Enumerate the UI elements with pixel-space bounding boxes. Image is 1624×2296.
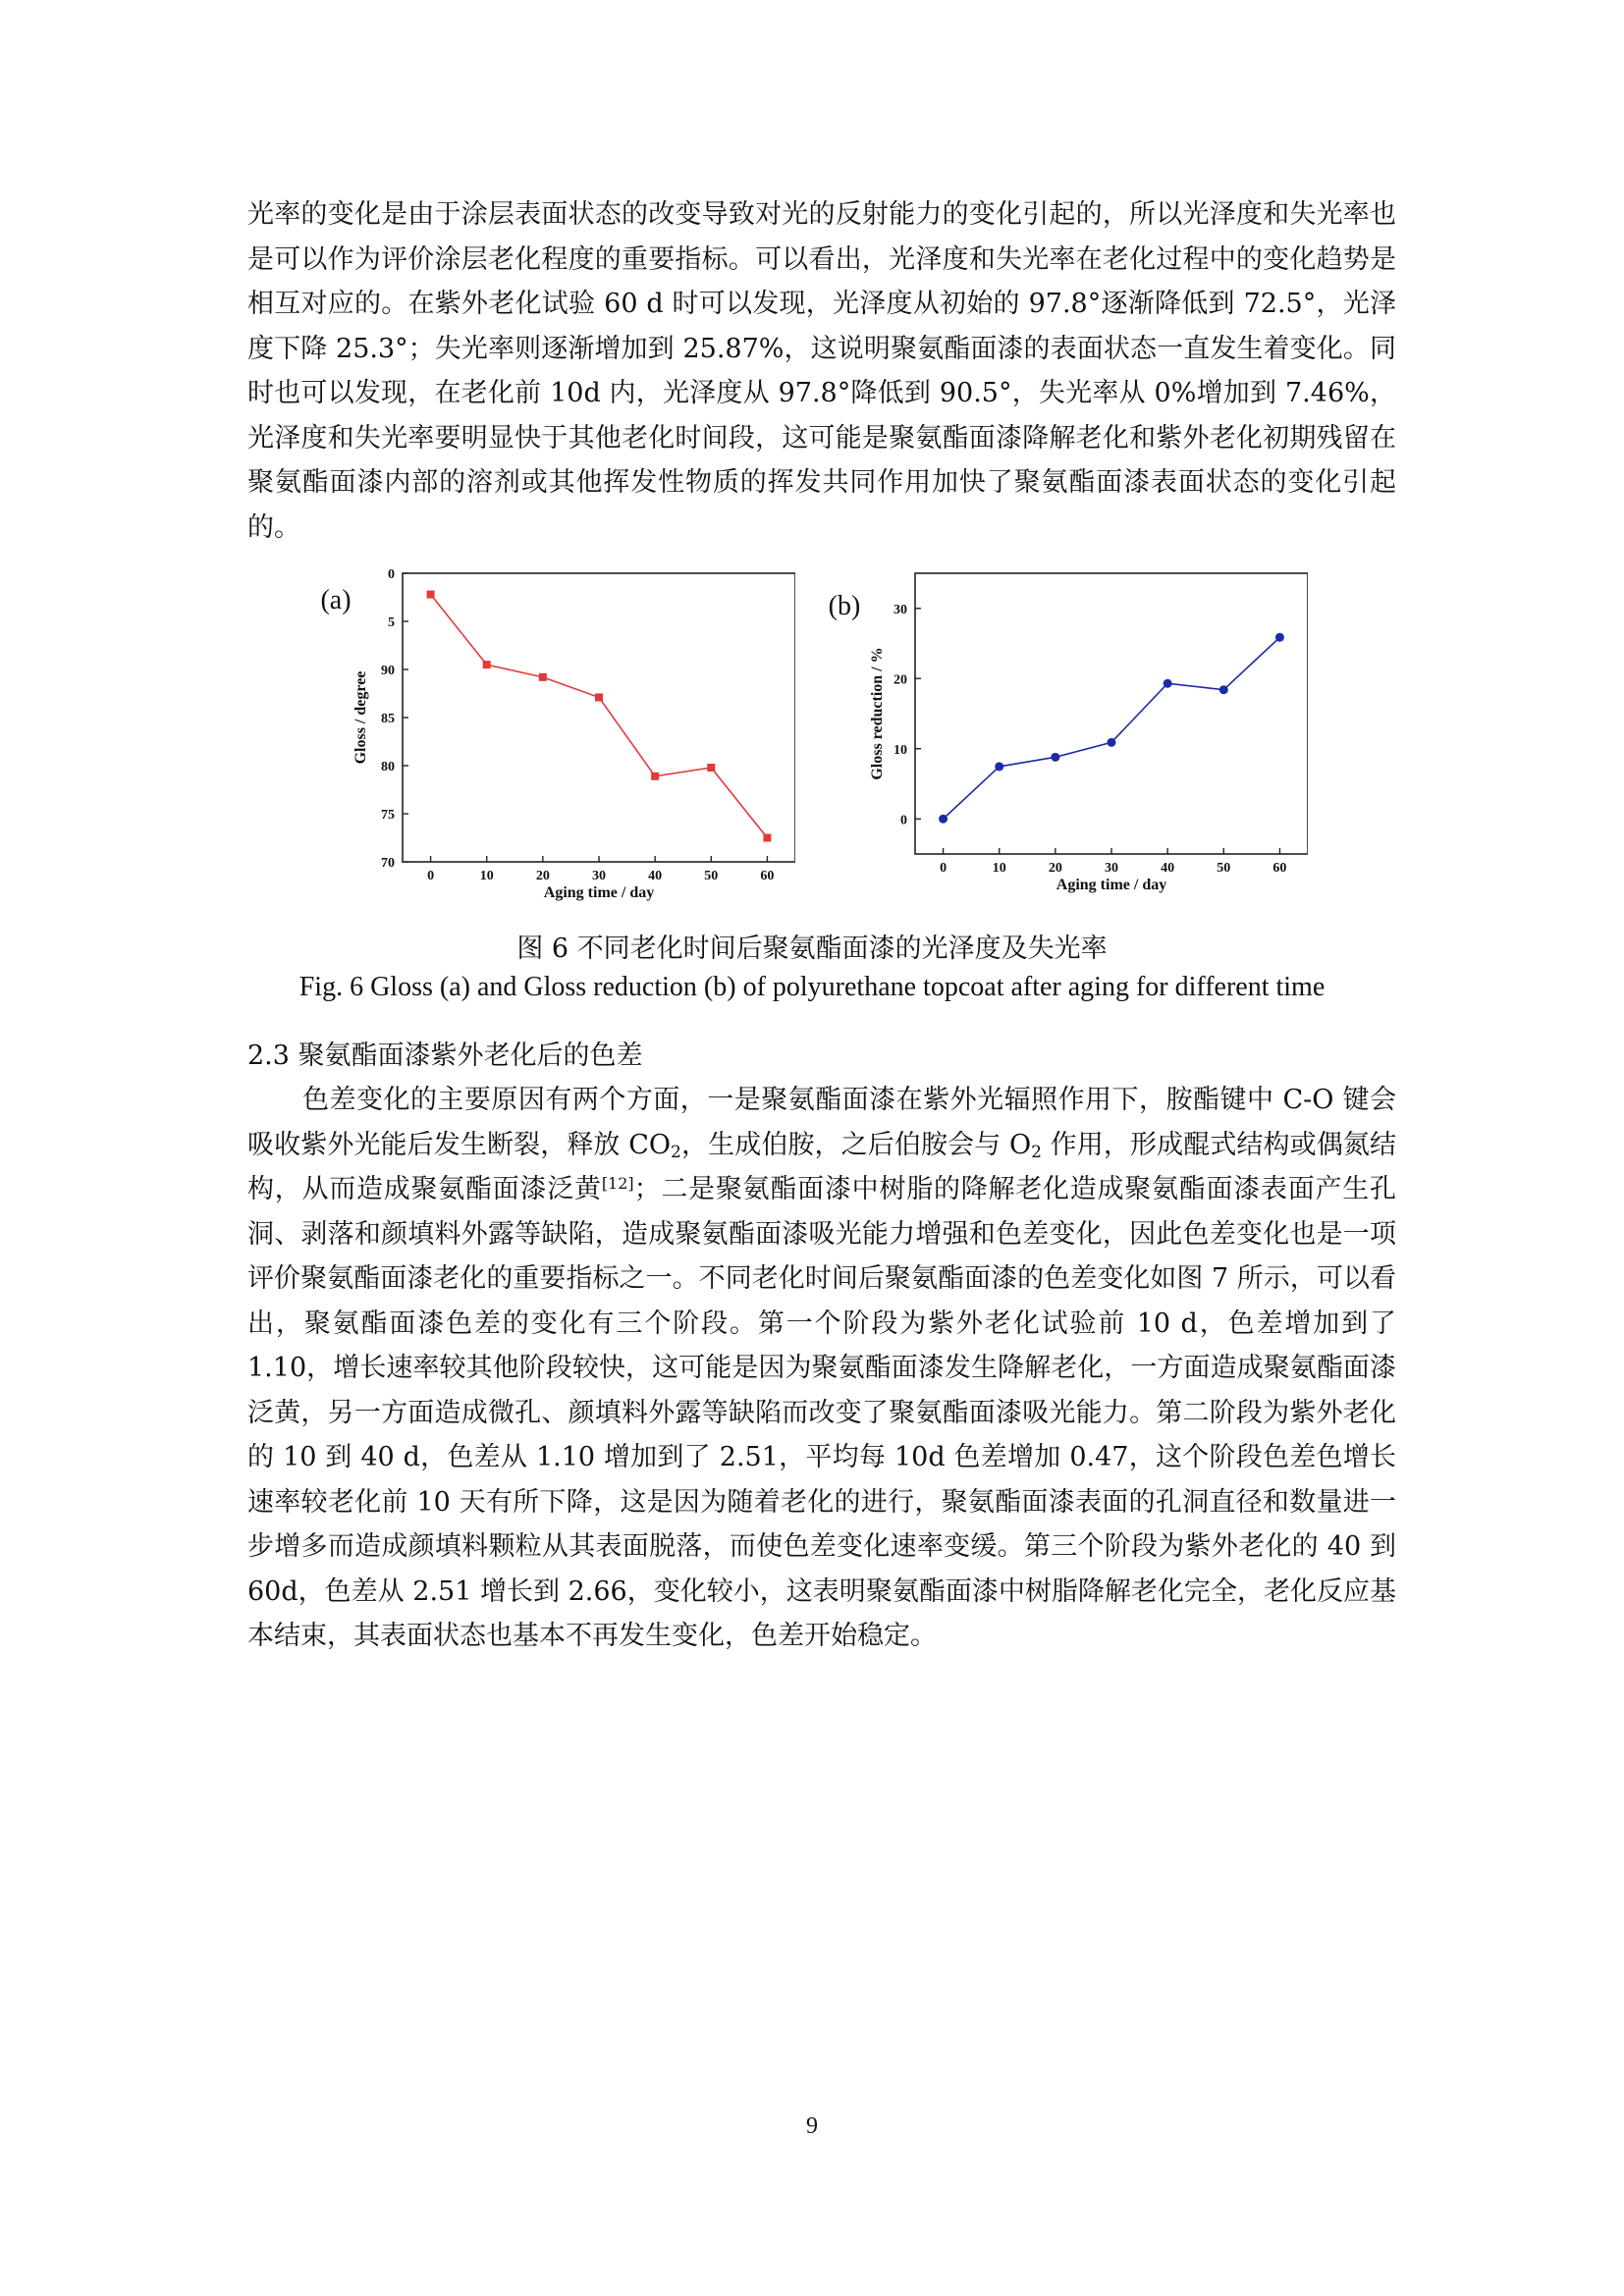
body-paragraph-1: 光率的变化是由于涂层表面状态的改变导致对光的反射能力的变化引起的，所以光泽度和失光率也是可以作为评价涂层老化程度的重要指标。可以看出，光泽度和失光率在老化过程中的变化趋势是相互对应的。在紫外老化试验 60 d 时可以发现，光泽度从初始的 97.8°逐渐降低到 72.5°，光泽度下降 25.3°；失光率则逐渐增加到 25.87%，这说明聚氨酯面漆的表面状态一直发生着变化。同时也可以发现，在老化前 10d 内，光泽度从 97.8°降低到 90.5°，失光率从 0%增加到 7.46%，光泽度和失光率要明显快于其他老化时间段，这可能是聚氨酯面漆降解老化和紫外老化初期残留在聚氨酯面漆内部的溶剂或其他挥发性物质的挥发共同作用加快了聚氨酯面漆表面状态的变化引起的。 bbox=[247, 199, 1396, 543]
data-point bbox=[1164, 679, 1172, 688]
data-point bbox=[1051, 753, 1059, 762]
y-tick-label: 85 bbox=[381, 712, 395, 726]
data-point bbox=[763, 834, 771, 842]
y-tick-label: 30 bbox=[893, 602, 907, 617]
data-point bbox=[595, 693, 603, 701]
page-number: 9 bbox=[806, 2113, 818, 2139]
para2-text-1: 色差变化的主要原因有两个方面，一是聚氨酯面漆在紫外光辐照作用下，胺酯键中 C-O 键会吸收紫外光能后发生断裂，释放 CO bbox=[247, 1085, 1396, 1160]
x-axis-label: Aging time / day bbox=[1056, 877, 1167, 893]
y-tick-label: 90 bbox=[381, 664, 395, 678]
x-tick-label: 20 bbox=[1048, 861, 1062, 876]
y-tick-label: 75 bbox=[381, 808, 395, 823]
x-tick-label: 40 bbox=[1161, 861, 1175, 876]
data-point bbox=[995, 762, 1003, 771]
data-point bbox=[483, 661, 491, 668]
co2-subscript: 2 bbox=[671, 1142, 681, 1162]
x-tick-label: 60 bbox=[760, 869, 775, 883]
x-tick-label: 0 bbox=[427, 869, 435, 883]
y-tick-label: 5 bbox=[388, 615, 395, 630]
x-tick-label: 60 bbox=[1272, 861, 1287, 876]
gloss-chart bbox=[304, 560, 795, 913]
x-tick-label: 20 bbox=[535, 869, 550, 883]
y-tick-label: 70 bbox=[381, 856, 395, 871]
x-tick-label: 50 bbox=[1217, 861, 1231, 876]
x-tick-label: 50 bbox=[704, 869, 719, 883]
x-tick-label: 30 bbox=[592, 869, 606, 883]
data-point bbox=[651, 773, 659, 780]
figure-caption-en: Fig. 6 Gloss (a) and Gloss reduction (b) of polyurethane topcoat after aging for different time bbox=[298, 972, 1326, 1002]
body-paragraph-2 bbox=[247, 1078, 1396, 1659]
data-point bbox=[939, 815, 947, 824]
x-tick-label: 30 bbox=[1105, 861, 1118, 876]
series-line bbox=[944, 637, 1280, 819]
plot-frame bbox=[403, 573, 795, 862]
x-tick-label: 0 bbox=[940, 861, 947, 876]
y-axis-label: Gloss reduction / % bbox=[869, 647, 886, 780]
y-tick-label: 80 bbox=[381, 760, 395, 774]
y-tick-label: 0 bbox=[388, 567, 395, 582]
data-point bbox=[1275, 633, 1284, 642]
data-point bbox=[1219, 685, 1228, 694]
citation-ref: [12] bbox=[601, 1174, 634, 1193]
plot-frame bbox=[915, 573, 1308, 854]
x-axis-label: Aging time / day bbox=[543, 884, 655, 901]
data-point bbox=[707, 764, 715, 772]
section-heading: 2.3 聚氨酯面漆紫外老化后的色差 bbox=[247, 1041, 643, 1071]
x-tick-label: 10 bbox=[479, 869, 494, 883]
y-axis-label: Gloss / degree bbox=[352, 670, 369, 765]
y-tick-label: 0 bbox=[900, 813, 907, 828]
y-tick-label: 10 bbox=[893, 742, 907, 758]
o2-subscript: 2 bbox=[1031, 1142, 1042, 1162]
para2-text-2: ，生成伯胺，之后伯胺会与 O bbox=[680, 1129, 1032, 1160]
data-point bbox=[1108, 738, 1116, 747]
panel-label: (a) bbox=[320, 585, 352, 615]
x-tick-label: 10 bbox=[992, 861, 1006, 876]
x-tick-label: 40 bbox=[648, 869, 663, 883]
series-line bbox=[431, 595, 768, 838]
y-tick-label: 20 bbox=[893, 672, 907, 688]
gloss-reduction-chart bbox=[817, 560, 1308, 913]
panel-label: (b) bbox=[828, 591, 861, 621]
data-point bbox=[427, 591, 435, 599]
data-point bbox=[539, 673, 547, 681]
para2-text-4: ；二是聚氨酯面漆中树脂的降解老化造成聚氨酯面漆表面产生孔洞、剥落和颜填料外露等缺陷，造成聚氨酯面漆吸光能力增强和色差变化，因此色差变化也是一项评价聚氨酯面漆老化的重要指标之一。不同老化时间后聚氨酯面漆的色差变化如图 7 所示，可以看出，聚氨酯面漆色差的变化有三个阶段。第一个阶段为紫外老化试验前 10 d，色差增加到了 1.10，增长速率较其他阶段较快，这可能是因为聚氨酯面漆发生降解老化，一方面造成聚氨酯面漆泛黄，另一方面造成微孔、颜填料外露等缺陷而改变了聚氨酯面漆吸光能力。第二阶段为紫外老化的 10 到 40 d，色差从 1.10 增加到了 2.51，平均每 10d 色差增加 0.47，这个阶段色差色增长速率较老化前 10 天有所下降，这是因为随着老化的进行，聚氨酯面漆表面的孔洞直径和数量进一步增多而造成颜填料颗粒从其表面脱落，而使色差变化速率变缓。第三个阶段为紫外老化的 40 到 60d，色差从 2.51 增长到 2.66，变化较小，这表明聚氨酯面漆中树脂降解老化完全，老化反应基本结束，其表面状态也基本不再发生变化，色差开始稳定。 bbox=[247, 1174, 1397, 1651]
para2-text-3: 作用，形成醌式结构或偶氮结构，从而造成聚氨酯面漆泛黄 bbox=[247, 1129, 1396, 1204]
figure-caption-cn: 图 6 不同老化时间后聚氨酯面漆的光泽度及失光率 bbox=[516, 934, 1108, 964]
